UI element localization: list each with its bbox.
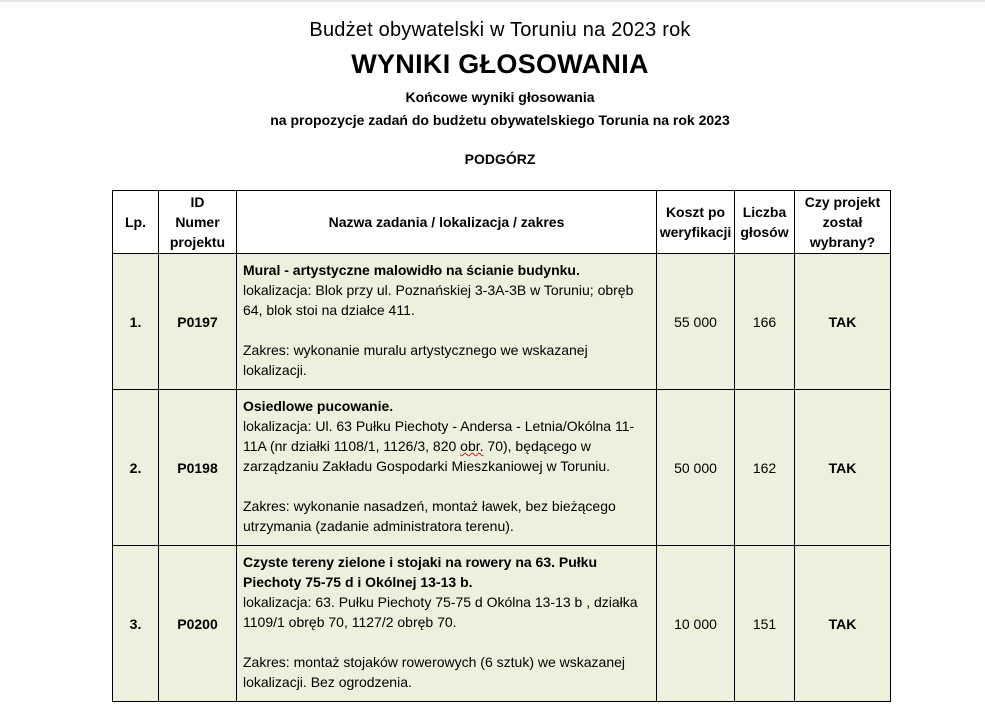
table-row xyxy=(113,390,891,546)
task-scope: Zakres: wykonanie nasadzeń, montaż ławek, bez bieżącego utrzymania (zadanie administratora terenu). xyxy=(243,498,616,534)
task-title: Mural - artystyczne malowidło na ścianie budynku. xyxy=(243,262,580,278)
results-description: na propozycje zadań do budżetu obywatelskiego Torunia na rok 2023 xyxy=(270,112,730,128)
row-lp: 3. xyxy=(113,546,159,702)
spellcheck-word: obr. xyxy=(460,438,484,454)
row-selected: TAK xyxy=(795,390,891,546)
header-selected: Czy projekt został wybrany? xyxy=(795,191,891,254)
task-location: lokalizacja: 63. Pułku Piechoty 75-75 d Okólna 13-13 b , działka 1109/1 obręb 70, 1127/2 obręb 70. xyxy=(243,594,638,630)
results-table xyxy=(112,190,891,702)
row-cost: 55 000 xyxy=(657,254,735,390)
table-row xyxy=(113,546,891,702)
row-cost: 10 000 xyxy=(657,546,735,702)
results-caption: Końcowe wyniki głosowania xyxy=(405,89,595,105)
header-cost: Koszt po weryfikacji xyxy=(657,191,735,254)
task-title: Osiedlowe pucowanie. xyxy=(243,398,394,414)
header-votes: Liczba głosów xyxy=(735,191,795,254)
row-selected: TAK xyxy=(795,546,891,702)
document-title: WYNIKI GŁOSOWANIA xyxy=(351,49,649,79)
page-top-rule xyxy=(0,0,985,2)
row-votes: 166 xyxy=(735,254,795,390)
row-project-id: P0197 xyxy=(159,254,237,390)
row-votes: 151 xyxy=(735,546,795,702)
table-header-row xyxy=(113,191,891,254)
task-title: Czyste tereny zielone i stojaki na rowery na 63. Pułku Piechoty 75-75 d i Okólnej 13-13 b. xyxy=(243,554,598,590)
row-selected: TAK xyxy=(795,254,891,390)
header-project-id: ID Numer projektu xyxy=(159,191,237,254)
table-row xyxy=(113,254,891,390)
row-project-id: P0198 xyxy=(159,390,237,546)
row-votes: 162 xyxy=(735,390,795,546)
task-scope: Zakres: montaż stojaków rowerowych (6 sztuk) we wskazanej lokalizacji. Bez ogrodzenia. xyxy=(243,654,626,690)
row-description xyxy=(237,546,657,702)
row-lp: 2. xyxy=(113,390,159,546)
header-lp: Lp. xyxy=(113,191,159,254)
task-location: lokalizacja: Ul. 63 Pułku Piechoty - Andersa - Letnia/Okólna 11-11A (nr działki 1108/1, 1126/3, 820 obr. 70), będącego w zarządzaniu Zakładu Gospodarki Mieszkaniowej w Toruniu. xyxy=(243,418,635,474)
row-description xyxy=(237,254,657,390)
header-task-name: Nazwa zadania / lokalizacja / zakres xyxy=(237,191,657,254)
task-location: lokalizacja: Blok przy ul. Poznańskiej 3-3A-3B w Toruniu; obręb 64, blok stoi na działce 411. xyxy=(243,282,634,318)
row-description xyxy=(237,390,657,546)
row-project-id: P0200 xyxy=(159,546,237,702)
district-name: PODGÓRZ xyxy=(464,151,536,167)
row-cost: 50 000 xyxy=(657,390,735,546)
task-scope: Zakres: wykonanie muralu artystycznego we wskazanej lokalizacji. xyxy=(243,342,588,378)
row-lp: 1. xyxy=(113,254,159,390)
document-subtitle: Budżet obywatelski w Toruniu na 2023 rok xyxy=(309,19,691,41)
